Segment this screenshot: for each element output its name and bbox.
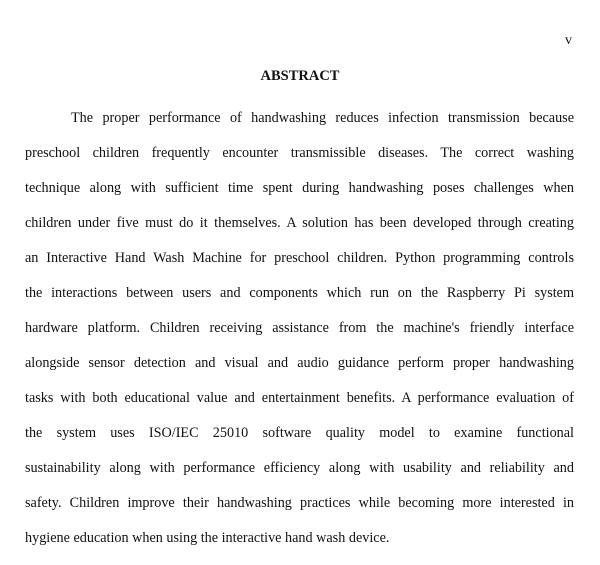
abstract-line-6: the interactions between users and components which run on the Raspberry Pi system [25, 285, 574, 301]
abstract-line-9: tasks with both educational value and entertainment benefits. A performance evaluation of [25, 390, 574, 406]
abstract-line-4: children under five must do it themselves. A solution has been developed through creating [25, 215, 574, 231]
abstract-line-7: hardware platform. Children receiving assistance from the machine's friendly interface [25, 320, 574, 336]
abstract-paragraph [25, 108, 574, 563]
abstract-line-11: sustainability along with performance efficiency along with usability and reliability and [25, 460, 574, 476]
abstract-line-8: alongside sensor detection and visual and audio guidance perform proper handwashing [25, 355, 574, 371]
abstract-line-12: safety. Children improve their handwashing practices while becoming more interested in [25, 495, 574, 511]
page-number: v [565, 33, 572, 48]
abstract-line-10: the system uses ISO/IEC 25010 software quality model to examine functional [25, 425, 574, 441]
abstract-line-13: hygiene education when using the interactive hand wash device. [25, 530, 390, 546]
abstract-line-2: preschool children frequently encounter transmissible diseases. The correct washing [25, 145, 574, 161]
abstract-heading: ABSTRACT [260, 68, 340, 84]
abstract-line-1: The proper performance of handwashing reduces infection transmission because [71, 110, 574, 126]
abstract-line-5: an Interactive Hand Wash Machine for preschool children. Python programming controls [25, 250, 574, 266]
abstract-line-3: technique along with sufficient time spent during handwashing poses challenges when [25, 180, 574, 196]
